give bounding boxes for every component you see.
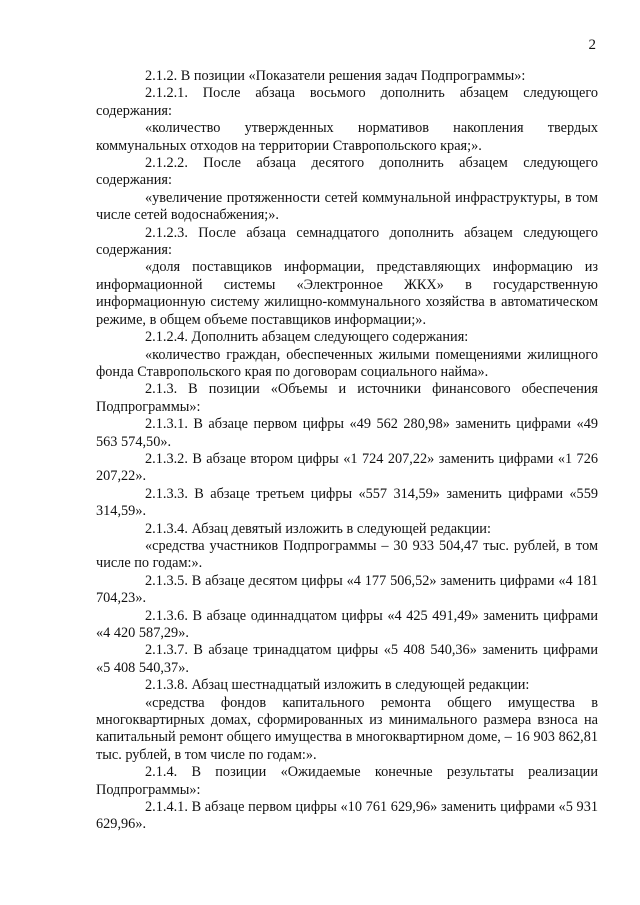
paragraph: 2.1.2.4. Дополнить абзацем следующего содержания:	[145, 329, 469, 346]
document-body	[96, 68, 598, 834]
paragraph: 2.1.3.3. В абзаце третьем цифры «557 314,59» заменить цифрами «559 314,59».	[96, 485, 598, 520]
paragraph: «средства участников Подпрограммы – 30 933 504,47 тыс. рублей, в том числе по годам:».	[96, 537, 598, 572]
paragraph: 2.1.2.3. После абзаца семнадцатого дополнить абзацем следующего содержания:	[96, 224, 598, 259]
paragraph: «увеличение протяженности сетей коммунальной инфраструктуры, в том числе сетей водоснабжения;».	[96, 189, 598, 224]
paragraph: 2.1.2.2. После абзаца десятого дополнить абзацем следующего содержания:	[96, 155, 598, 189]
paragraph: «количество утвержденных нормативов накопления твердых коммунальных отходов на территории Ставропольского края;».	[96, 120, 598, 154]
paragraph: 2.1.3.5. В абзаце десятом цифры «4 177 506,52» заменить цифрами «4 181 704,23».	[96, 572, 598, 607]
paragraph: 2.1.4. В позиции «Ожидаемые конечные результаты реализации Подпрограммы»:	[96, 764, 598, 798]
paragraph: 2.1.3.6. В абзаце одиннадцатом цифры «4 425 491,49» заменить цифрами «4 420 587,29».	[96, 607, 598, 641]
paragraph: 2.1.2. В позиции «Показатели решения задач Подпрограммы»:	[145, 68, 526, 84]
paragraph: «доля поставщиков информации, представляющих информацию из информационной системы «Электронное ЖКХ» в государственную информационную систему жилищно-коммунального хозяйства в автоматическом режиме, в общем объеме поставщиков информации;».	[96, 259, 598, 328]
paragraph: «средства фондов капитального ремонта общего имущества в многоквартирных домах, сформированных из минимального размера взноса на капитальный ремонт общего имущества в многоквартирном доме, – 16 903 862,81 тыс. рублей, в том числе по годам:».	[96, 694, 598, 763]
paragraph: 2.1.3.7. В абзаце тринадцатом цифры «5 408 540,36» заменить цифрами «5 408 540,37».	[96, 642, 598, 676]
paragraph: 2.1.2.1. После абзаца восьмого дополнить абзацем следующего содержания:	[96, 85, 598, 119]
paragraph: 2.1.3.4. Абзац девятый изложить в следующей редакции:	[145, 520, 491, 537]
paragraph: 2.1.3.2. В абзаце втором цифры «1 724 207,22» заменить цифрами «1 726 207,22».	[96, 450, 598, 485]
paragraph: 2.1.3.1. В абзаце первом цифры «49 562 280,98» заменить цифрами «49 563 574,50».	[96, 416, 598, 450]
paragraph: 2.1.4.1. В абзаце первом цифры «10 761 629,96» заменить цифрами «5 931 629,96».	[96, 799, 598, 833]
paragraph: «количество граждан, обеспеченных жилыми помещениями жилищного фонда Ставропольского края по договорам социального найма».	[96, 346, 598, 380]
paragraph: 2.1.3. В позиции «Объемы и источники финансового обеспечения Подпрограммы»:	[96, 381, 598, 415]
page-number: 2	[588, 37, 596, 53]
paragraph: 2.1.3.8. Абзац шестнадцатый изложить в следующей редакции:	[145, 677, 530, 694]
